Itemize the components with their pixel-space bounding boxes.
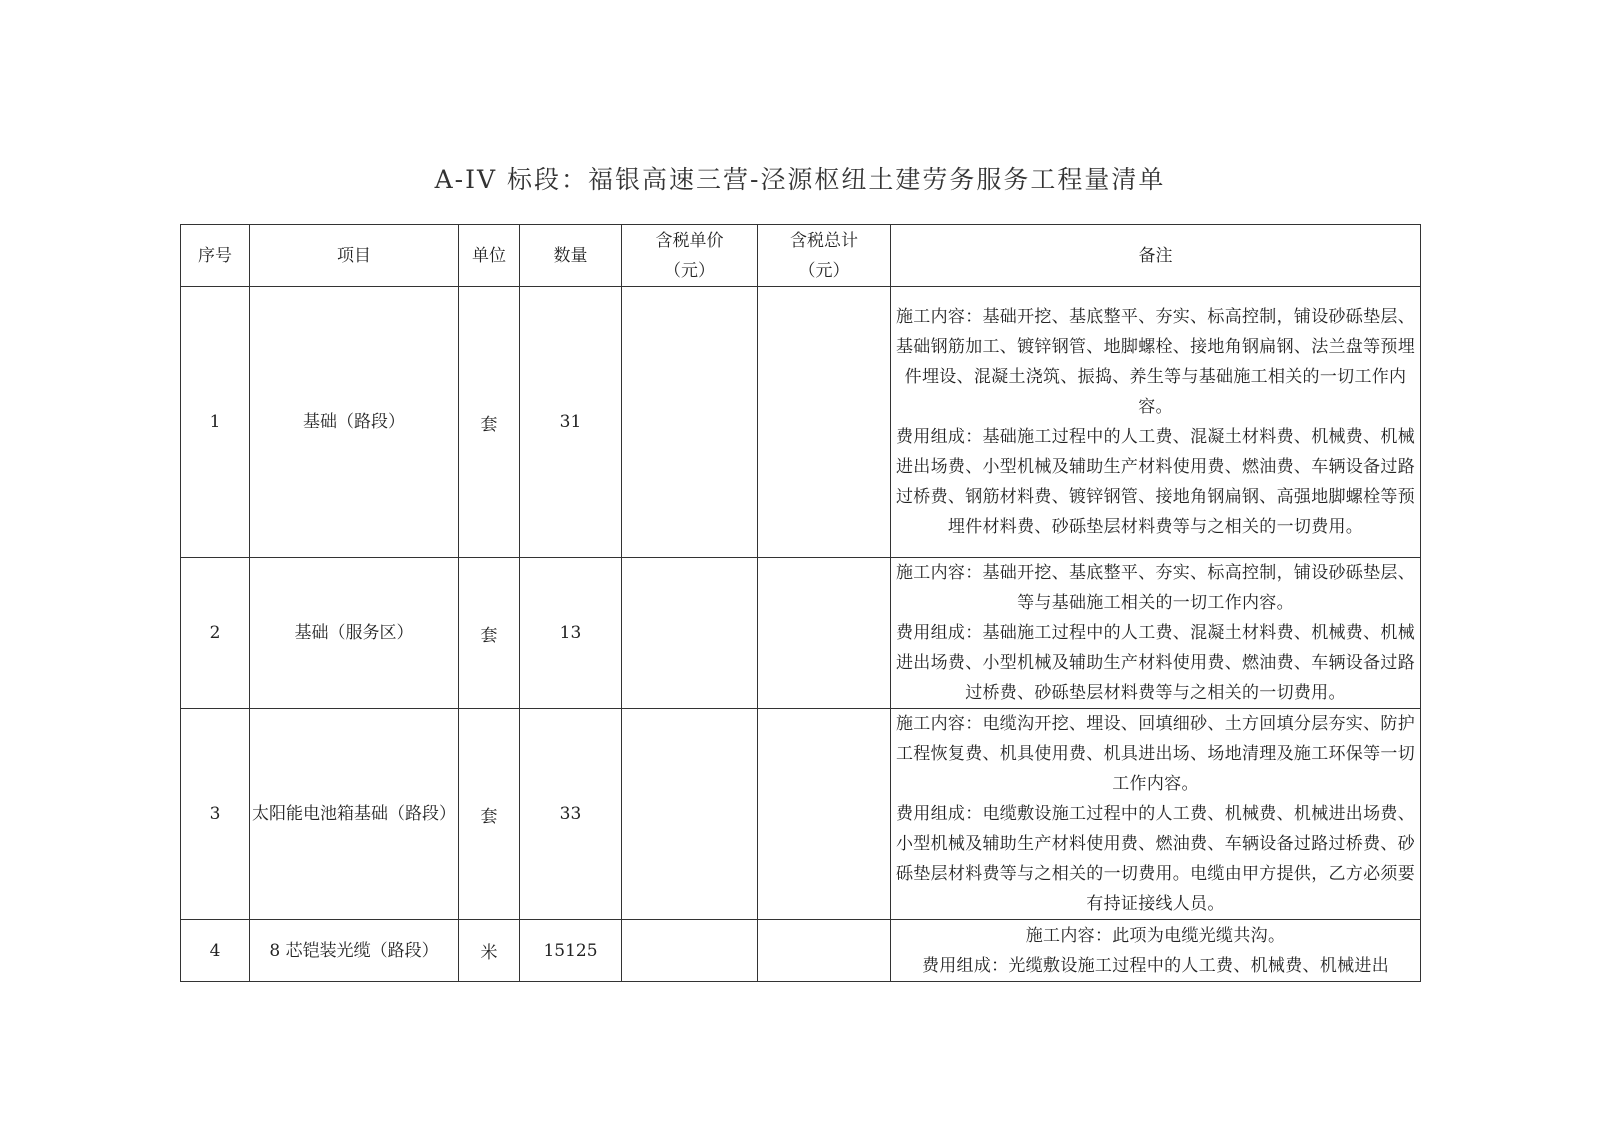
cell-item: 太阳能电池箱基础（路段） <box>250 709 459 920</box>
table-row <box>181 287 1421 558</box>
cell-remark <box>891 558 1421 709</box>
header-unit-price <box>622 225 758 287</box>
cell-unit: 套 <box>459 558 520 709</box>
cell-qty: 15125 <box>520 920 622 982</box>
cell-item: 基础（路段） <box>250 287 459 558</box>
header-item: 项目 <box>250 225 459 287</box>
page-title: A-IV 标段：福银高速三营-泾源枢纽土建劳务服务工程量清单 <box>434 165 1166 194</box>
header-total-line2: （元） <box>798 260 850 281</box>
header-unit-price-line1: 含税单价 <box>655 230 724 251</box>
cell-total[interactable] <box>758 709 891 920</box>
cell-unit-price[interactable] <box>622 287 758 558</box>
header-row <box>181 225 1421 287</box>
remark-cost: 费用组成：基础施工过程中的人工费、混凝土材料费、机械费、机械进出场费、小型机械及辅助生产材料使用费、燃油费、车辆设备过路过桥费、砂砾垫层材料费等与之相关的一切费用。 <box>896 623 1415 703</box>
header-unit: 单位 <box>459 225 520 287</box>
table-row <box>181 558 1421 709</box>
cell-no: 2 <box>181 558 250 709</box>
cell-total[interactable] <box>758 287 891 558</box>
remark-work: 施工内容：基础开挖、基底整平、夯实、标高控制，铺设砂砾垫层、等与基础施工相关的一切工作内容。 <box>896 563 1415 613</box>
cell-unit: 套 <box>459 709 520 920</box>
cell-remark <box>891 709 1421 920</box>
cell-item: 基础（服务区） <box>250 558 459 709</box>
remark-cost: 费用组成：基础施工过程中的人工费、混凝土材料费、机械费、机械进出场费、小型机械及辅助生产材料使用费、燃油费、车辆设备过路过桥费、钢筋材料费、镀锌钢管、接地角钢扁钢、高强地脚螺栓等预埋件材料费、砂砾垫层材料费等与之相关的一切费用。 <box>896 427 1415 537</box>
table-row <box>181 709 1421 920</box>
cell-qty: 13 <box>520 558 622 709</box>
cell-remark <box>891 287 1421 558</box>
cell-unit-price[interactable] <box>622 558 758 709</box>
header-no: 序号 <box>181 225 250 287</box>
remark-work: 施工内容：此项为电缆光缆共沟。 <box>1025 926 1286 946</box>
header-unit-price-line2: （元） <box>664 260 715 281</box>
cell-total[interactable] <box>758 558 891 709</box>
cell-no: 1 <box>181 287 250 558</box>
cell-unit-price[interactable] <box>622 920 758 982</box>
remark-work: 施工内容：电缆沟开挖、埋设、回填细砂、土方回填分层夯实、防护工程恢复费、机具使用费、机具进出场、场地清理及施工环保等一切工作内容。 <box>896 714 1415 794</box>
remark-work: 施工内容：基础开挖、基底整平、夯实、标高控制，铺设砂砾垫层、基础钢筋加工、镀锌钢管、地脚螺栓、接地角钢扁钢、法兰盘等预埋件埋设、混凝土浇筑、振捣、养生等与基础施工相关的一切工作内容。 <box>896 307 1415 417</box>
cell-remark <box>891 920 1421 982</box>
cell-qty: 33 <box>520 709 622 920</box>
cell-item: 8 芯铠装光缆（路段） <box>250 920 459 982</box>
cell-no: 3 <box>181 709 250 920</box>
cell-unit-price[interactable] <box>622 709 758 920</box>
quantity-bill-table <box>180 224 1421 982</box>
header-remark: 备注 <box>891 225 1421 287</box>
cell-total[interactable] <box>758 920 891 982</box>
cell-unit: 米 <box>459 920 520 982</box>
remark-cost: 费用组成：电缆敷设施工过程中的人工费、机械费、机械进出场费、小型机械及辅助生产材料使用费、燃油费、车辆设备过路过桥费、砂砾垫层材料费等与之相关的一切费用。电缆由甲方提供，乙方必须要有持证接线人员。 <box>896 804 1415 914</box>
cell-unit: 套 <box>459 287 520 558</box>
header-qty: 数量 <box>520 225 622 287</box>
table-row <box>181 920 1421 982</box>
cell-qty: 31 <box>520 287 622 558</box>
remark-cost: 费用组成：光缆敷设施工过程中的人工费、机械费、机械进出 <box>921 956 1390 976</box>
cell-no: 4 <box>181 920 250 982</box>
header-total-line1: 含税总计 <box>790 230 858 251</box>
header-total <box>758 225 891 287</box>
